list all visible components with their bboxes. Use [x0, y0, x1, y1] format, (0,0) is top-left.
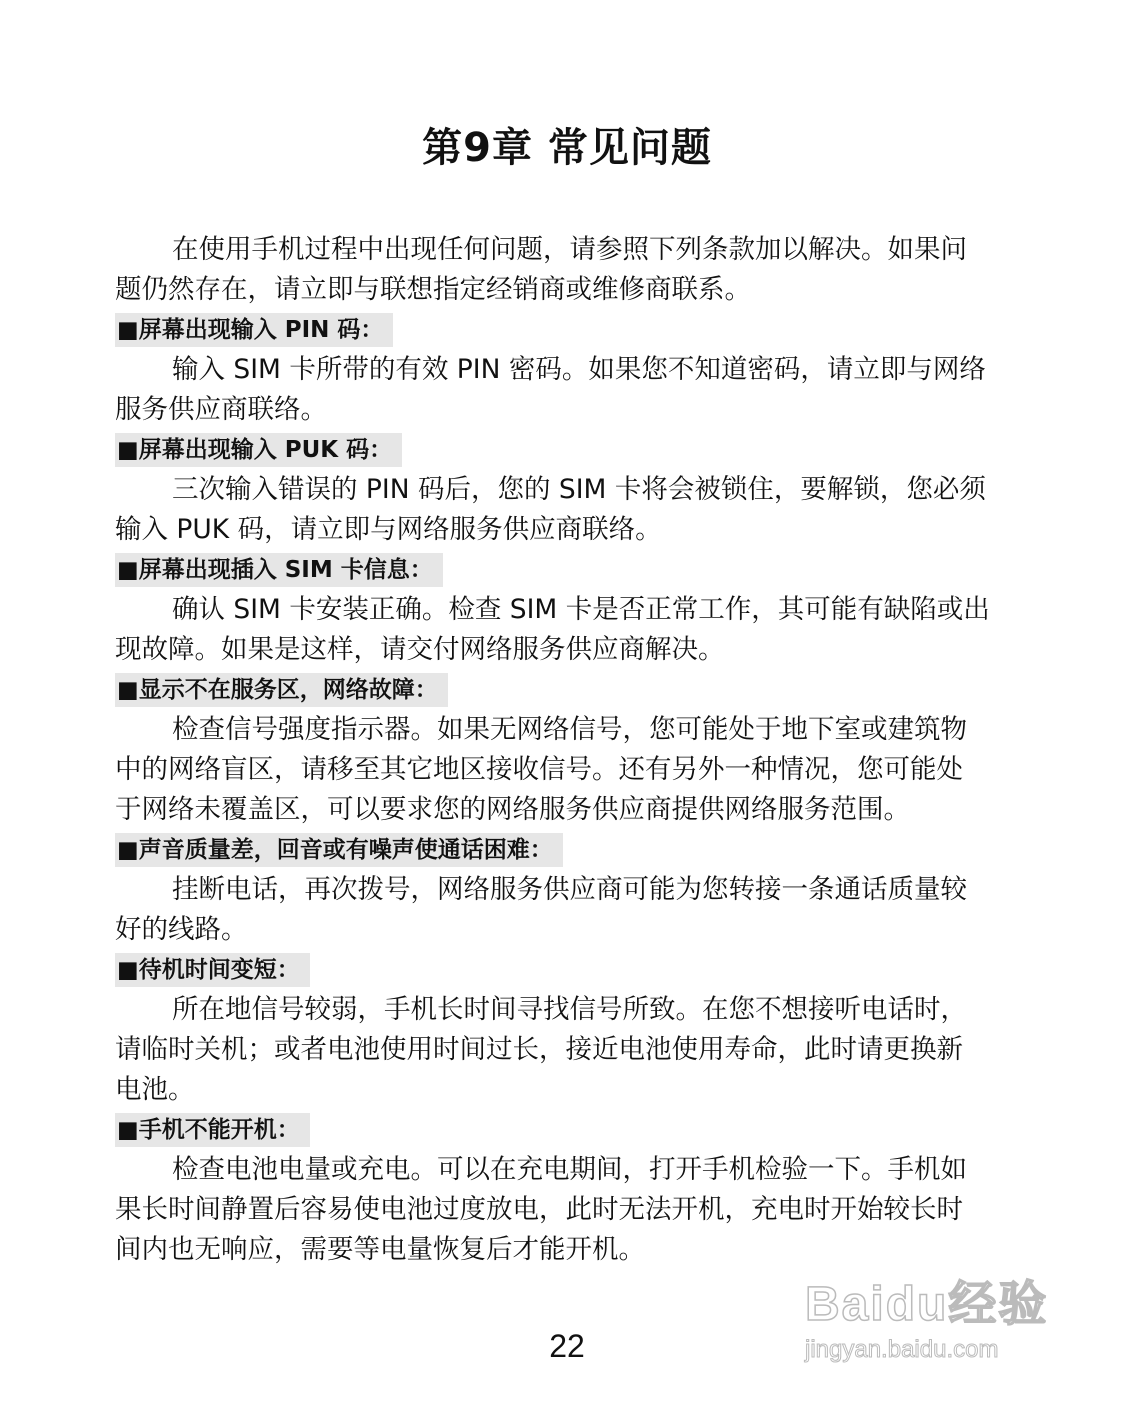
faq-heading: ■屏幕出现输入 PUK 码：: [115, 433, 402, 467]
faq-answer-line: 请临时关机；或者电池使用时间过长，接近电池使用寿命，此时请更换新: [115, 1034, 963, 1065]
faq-answer-line: 于网络未覆盖区，可以要求您的网络服务供应商提供网络服务范围。: [115, 794, 910, 825]
page-number: 22: [549, 1328, 585, 1364]
faq-answer-line: 确认 SIM 卡安装正确。检查 SIM 卡是否正常工作，其可能有缺陷或出: [172, 594, 990, 625]
intro-line: 在使用手机过程中出现任何问题，请参照下列条款加以解决。如果问: [172, 234, 967, 265]
faq-answer-line: 好的线路。: [115, 914, 248, 945]
faq-heading: ■屏幕出现插入 SIM 卡信息：: [115, 553, 443, 587]
faq-answer-line: 间内也无响应，需要等电量恢复后才能开机。: [115, 1234, 645, 1265]
faq-heading-row: [115, 950, 1035, 990]
faq-heading: ■显示不在服务区，网络故障：: [115, 673, 448, 707]
watermark-url: jingyan.baidu.com: [805, 1336, 999, 1363]
faq-heading: ■待机时间变短：: [115, 953, 310, 987]
faq-answer-line: 所在地信号较弱，手机长时间寻找信号所致。在您不想接听电话时，: [172, 994, 967, 1025]
faq-answer-line: 现故障。如果是这样，请交付网络服务供应商解决。: [115, 634, 725, 665]
faq-answer-line: 检查信号强度指示器。如果无网络信号，您可能处于地下室或建筑物: [172, 714, 967, 745]
chapter-title: 第9章 常见问题: [422, 125, 712, 171]
faq-answer-line: 挂断电话，再次拨号，网络服务供应商可能为您转接一条通话质量较: [172, 874, 967, 905]
faq-answer-line: 检查电池电量或充电。可以在充电期间，打开手机检验一下。手机如: [172, 1154, 967, 1185]
faq-answer-line: 输入 SIM 卡所带的有效 PIN 密码。如果您不知道密码，请立即与网络: [172, 354, 986, 385]
document-body: [115, 230, 1035, 1270]
faq-answer-line: 中的网络盲区，请移至其它地区接收信号。还有另外一种情况，您可能处: [115, 754, 963, 785]
faq-answer-line: 输入 PUK 码，请立即与网络服务供应商联络。: [115, 514, 662, 545]
faq-heading-row: [115, 670, 1035, 710]
faq-heading: ■屏幕出现输入 PIN 码：: [115, 313, 393, 347]
faq-answer-line: 电池。: [115, 1074, 195, 1105]
faq-heading: ■手机不能开机：: [115, 1113, 310, 1147]
faq-answer-line: 服务供应商联络。: [115, 394, 327, 425]
faq-heading-row: [115, 310, 1035, 350]
faq-sections: [115, 310, 1035, 1270]
faq-heading: ■声音质量差，回音或有噪声使通话困难：: [115, 833, 563, 867]
faq-answer-line: 三次输入错误的 PIN 码后，您的 SIM 卡将会被锁住，要解锁，您必须: [172, 474, 986, 505]
faq-heading-row: [115, 1110, 1035, 1150]
watermark-brand: Baidu经验: [805, 1278, 1049, 1331]
faq-heading-row: [115, 830, 1035, 870]
baidu-watermark-logo: [805, 1265, 1075, 1375]
faq-heading-row: [115, 430, 1035, 470]
intro-line: 题仍然存在，请立即与联想指定经销商或维修商联系。: [115, 274, 751, 305]
faq-answer-line: 果长时间静置后容易使电池过度放电，此时无法开机，充电时开始较长时: [115, 1194, 963, 1225]
faq-heading-row: [115, 550, 1035, 590]
